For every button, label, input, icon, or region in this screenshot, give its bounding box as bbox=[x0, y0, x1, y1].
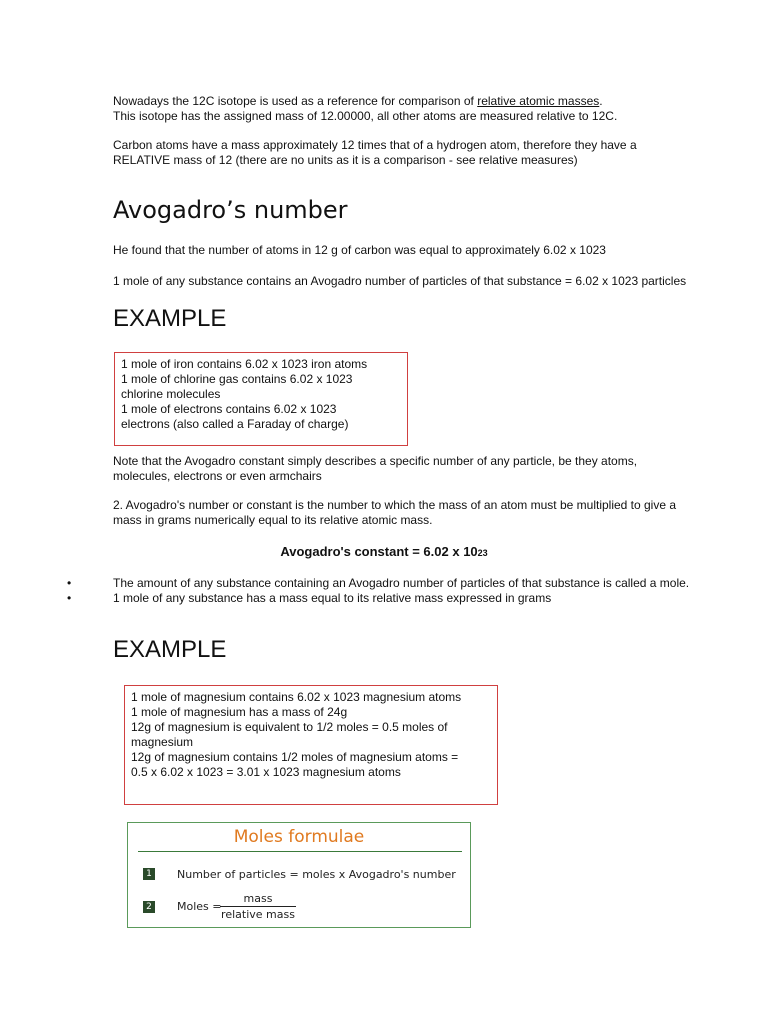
point-2-paragraph bbox=[113, 498, 676, 528]
example-box-1 bbox=[114, 352, 408, 446]
formulae-title: Moles formulae bbox=[233, 827, 365, 847]
note-paragraph bbox=[113, 454, 637, 484]
example2-line: 1 mole of magnesium contains 6.02 x 1023 magnesium atoms bbox=[131, 690, 462, 704]
number-badge-2: 2 bbox=[143, 901, 155, 913]
formulae-divider bbox=[138, 851, 462, 852]
example1-line: 1 mole of electrons contains 6.02 x 1023 bbox=[121, 402, 337, 416]
avogadro-paragraph-2: 1 mole of any substance contains an Avogadro number of particles of that substance = 6.02 x 1023 particles bbox=[113, 274, 687, 288]
carbon-line-1: Carbon atoms have a mass approximately 12 times that of a hydrogen atom, therefore they have a bbox=[113, 138, 637, 152]
point2-line-2: mass in grams numerically equal to its relative atomic mass. bbox=[113, 513, 433, 527]
avogadro-constant bbox=[0, 544, 768, 559]
intro-text: Nowadays the 12C isotope is used as a reference for comparison of bbox=[113, 94, 478, 108]
formula-2-fraction bbox=[220, 892, 296, 921]
fraction-numerator: mass bbox=[243, 892, 273, 905]
avogadro-heading: Avogadro’s number bbox=[113, 196, 348, 224]
example-box-2 bbox=[124, 685, 498, 805]
intro-line-2: This isotope has the assigned mass of 12.00000, all other atoms are measured relative to 12C. bbox=[113, 109, 618, 123]
note-line-2: molecules, electrons or even armchairs bbox=[113, 469, 322, 483]
note-line-1: Note that the Avogadro constant simply describes a specific number of any particle, be they atoms, bbox=[113, 454, 638, 468]
bullet-icon: • bbox=[67, 576, 72, 590]
avogadro-paragraph-1: He found that the number of atoms in 12 g of carbon was equal to approximately 6.02 x 1023 bbox=[113, 243, 606, 257]
example2-line: 12g of magnesium is equivalent to 1/2 moles = 0.5 moles of bbox=[131, 720, 448, 734]
intro-paragraph-2 bbox=[113, 138, 637, 168]
bullet-icon: • bbox=[67, 591, 72, 605]
relative-atomic-masses-link[interactable]: relative atomic masses bbox=[477, 94, 600, 108]
carbon-line-2: RELATIVE mass of 12 (there are no units as it is a comparison - see relative measures) bbox=[113, 153, 578, 167]
constant-text: Avogadro's constant = 6.02 x 10 bbox=[280, 544, 478, 559]
fraction-bar bbox=[220, 906, 296, 907]
number-badge-1: 1 bbox=[143, 868, 155, 880]
example-heading-2: EXAMPLE bbox=[113, 636, 227, 663]
example-heading-1: EXAMPLE bbox=[113, 305, 227, 332]
example1-line: 1 mole of iron contains 6.02 x 1023 iron atoms bbox=[121, 357, 368, 371]
constant-exponent: 23 bbox=[477, 548, 488, 558]
bullet-item-2: 1 mole of any substance has a mass equal to its relative mass expressed in grams bbox=[113, 591, 552, 605]
intro-line-1 bbox=[113, 94, 617, 109]
example1-line: chlorine molecules bbox=[121, 387, 221, 401]
intro-text-end: . bbox=[599, 94, 603, 108]
example1-line: electrons (also called a Faraday of charge) bbox=[121, 417, 349, 431]
moles-formulae-figure bbox=[127, 822, 471, 928]
example1-line: 1 mole of chlorine gas contains 6.02 x 1023 bbox=[121, 372, 353, 386]
example2-line: 1 mole of magnesium has a mass of 24g bbox=[131, 705, 348, 719]
intro-paragraph-1 bbox=[113, 94, 617, 124]
formula-2-left: Moles = bbox=[177, 900, 222, 913]
formula-1-text: Number of particles = moles x Avogadro's number bbox=[177, 868, 456, 881]
bullet-item-1: The amount of any substance containing an Avogadro number of particles of that substance is called a mole. bbox=[113, 576, 690, 590]
example2-line: magnesium bbox=[131, 735, 194, 749]
fraction-denominator: relative mass bbox=[221, 908, 295, 921]
example2-line: 12g of magnesium contains 1/2 moles of magnesium atoms = bbox=[131, 750, 459, 764]
point2-line-1: 2. Avogadro's number or constant is the number to which the mass of an atom must be multiplied to give a bbox=[113, 498, 677, 512]
example2-line: 0.5 x 6.02 x 1023 = 3.01 x 1023 magnesium atoms bbox=[131, 765, 401, 779]
